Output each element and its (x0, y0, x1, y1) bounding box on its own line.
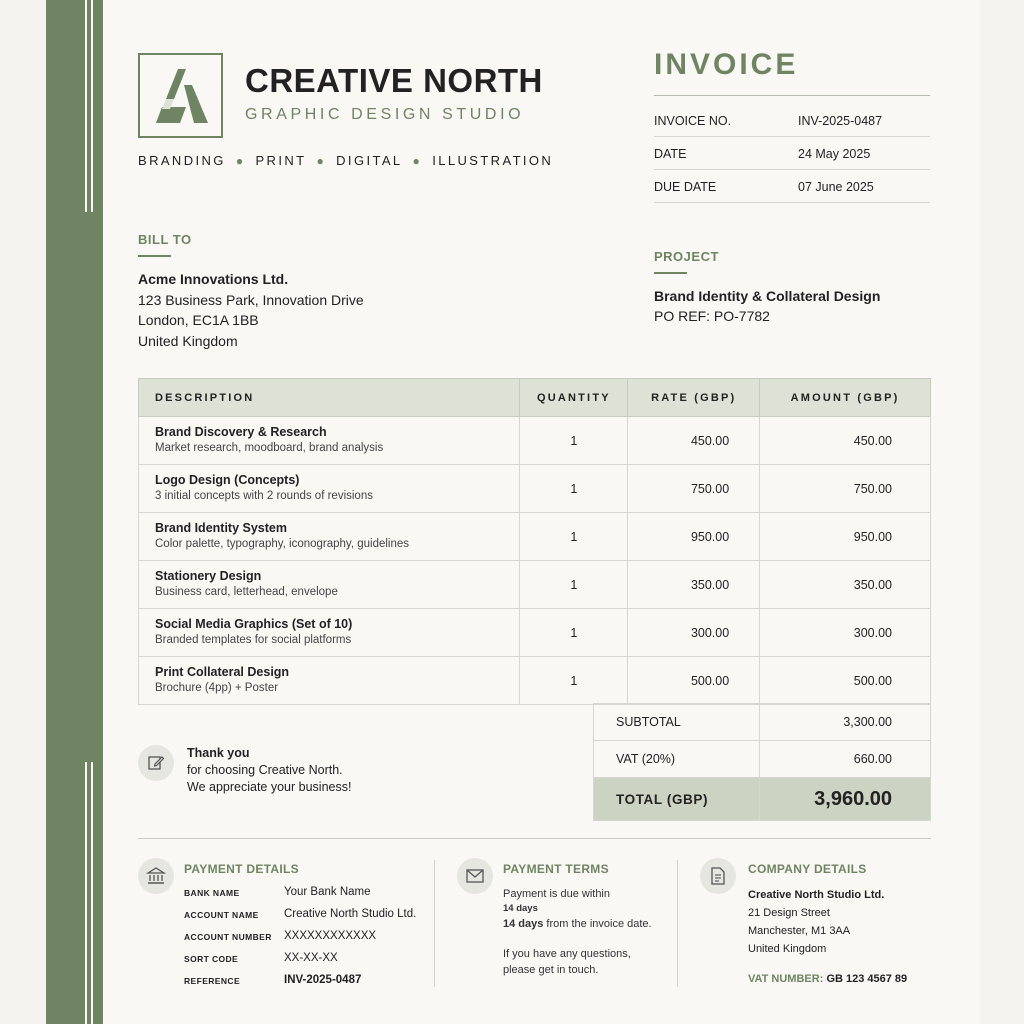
decor-line (91, 762, 93, 1024)
bank-detail-label: BANK NAME (184, 888, 240, 898)
item-quantity: 1 (520, 513, 628, 561)
item-description (139, 465, 520, 513)
item-amount: 300.00 (760, 609, 931, 657)
bank-detail-label: SORT CODE (184, 954, 239, 964)
thank-you-line: We appreciate your business! (187, 780, 352, 794)
project-name: Brand Identity & Collateral Design (654, 288, 881, 304)
vat-number (748, 973, 907, 985)
divider (138, 255, 171, 257)
item-quantity: 1 (520, 561, 628, 609)
thank-you-line: for choosing Creative North. (187, 763, 343, 777)
bank-detail-label: REFERENCE (184, 976, 241, 986)
project-info (654, 286, 880, 326)
bank-detail-value: Creative North Studio Ltd. (284, 908, 417, 920)
item-title: Social Media Graphics (Set of 10) (155, 617, 353, 631)
company-line: Manchester, M1 3AA (748, 925, 851, 937)
po-reference: PO REF: PO-7782 (654, 308, 770, 324)
bank-detail-value: INV-2025-0487 (284, 974, 362, 986)
service-item: ILLUSTRATION (432, 153, 554, 168)
column-header: RATE (GBP) (628, 379, 760, 417)
divider (138, 838, 931, 839)
bank-detail-label: ACCOUNT NUMBER (184, 932, 272, 942)
item-subtitle: Brochure (4pp) + Poster (155, 682, 279, 694)
terms-line: Payment is due within (503, 888, 610, 900)
bank-detail-value: Your Bank Name (284, 886, 371, 898)
bullet-icon: ● (412, 153, 423, 168)
table-row (139, 513, 931, 561)
terms-line: If you have any questions, (503, 948, 631, 960)
logo-mark-icon (140, 55, 221, 136)
thank-you-note (187, 745, 351, 796)
decor-line (85, 0, 87, 212)
payment-details-label: PAYMENT DETAILS (184, 862, 299, 876)
meta-value: 24 May 2025 (798, 147, 871, 161)
item-amount: 450.00 (760, 417, 931, 465)
address-line: United Kingdom (138, 332, 238, 349)
table-row (139, 465, 931, 513)
vat-label: VAT (20%) (594, 741, 760, 778)
item-amount: 950.00 (760, 513, 931, 561)
item-subtitle: 3 initial concepts with 2 rounds of revisions (155, 490, 373, 502)
meta-label: DUE DATE (654, 180, 717, 194)
item-rate: 300.00 (628, 609, 760, 657)
studio-tagline: GRAPHIC DESIGN STUDIO (245, 106, 525, 123)
item-quantity: 1 (520, 417, 628, 465)
services-list (138, 153, 553, 168)
service-item: PRINT (255, 153, 307, 168)
meta-value: INV-2025-0487 (798, 114, 883, 128)
terms-days: 14 days (503, 918, 544, 930)
item-rate: 750.00 (628, 465, 760, 513)
project-label: PROJECT (654, 249, 719, 264)
meta-label: DATE (654, 147, 687, 161)
divider (654, 95, 930, 96)
envelope-icon (457, 858, 493, 894)
address-line: 123 Business Park, Innovation Drive (138, 291, 364, 308)
line-items-table (138, 378, 931, 705)
item-description (139, 561, 520, 609)
vat-number-label: VAT NUMBER: (748, 973, 824, 985)
table-row (139, 417, 931, 465)
studio-name: CREATIVE NORTH (245, 62, 543, 99)
item-description (139, 609, 520, 657)
envelope-icon-glyph (466, 869, 484, 883)
item-description (139, 657, 520, 705)
bullet-icon: ● (235, 153, 246, 168)
terms-line: please get in touch. (503, 964, 599, 976)
item-subtitle: Business card, letterhead, envelope (155, 586, 338, 598)
payment-terms-text (503, 886, 668, 978)
vat-number-value: GB 123 4567 89 (826, 973, 908, 985)
company-name: Creative North Studio Ltd. (748, 889, 885, 901)
meta-value: 07 June 2025 (798, 180, 874, 194)
item-title: Brand Discovery & Research (155, 425, 327, 439)
bank-icon (138, 858, 174, 894)
divider (654, 272, 687, 274)
document-icon (700, 858, 736, 894)
item-subtitle: Branded templates for social platforms (155, 634, 352, 646)
item-rate: 950.00 (628, 513, 760, 561)
item-rate: 450.00 (628, 417, 760, 465)
payment-terms-label: PAYMENT TERMS (503, 862, 609, 876)
document-icon-glyph (710, 867, 726, 885)
table-header-row (139, 379, 931, 417)
table-row (139, 561, 931, 609)
logo-mark (138, 53, 223, 138)
column-header: QUANTITY (520, 379, 628, 417)
address-line: London, EC1A 1BB (138, 312, 259, 328)
meta-label: INVOICE NO. (654, 114, 732, 128)
item-title: Logo Design (Concepts) (155, 473, 300, 487)
item-subtitle: Color palette, typography, iconography, guidelines (155, 538, 410, 550)
item-rate: 500.00 (628, 657, 760, 705)
terms-line: 14 days (503, 903, 538, 914)
bank-detail-label: ACCOUNT NAME (184, 910, 259, 920)
item-description (139, 417, 520, 465)
decor-line (91, 0, 93, 212)
subtotal-label: SUBTOTAL (594, 704, 760, 741)
edit-icon (138, 745, 174, 781)
totals-table (593, 703, 931, 821)
vat-value: 660.00 (760, 741, 931, 778)
item-amount: 350.00 (760, 561, 931, 609)
item-quantity: 1 (520, 657, 628, 705)
client-name: Acme Innovations Ltd. (138, 271, 289, 287)
vat-row (594, 741, 931, 778)
invoice-meta-row (654, 104, 930, 137)
item-subtitle: Market research, moodboard, brand analysis (155, 442, 384, 454)
terms-line (503, 916, 668, 932)
table-row (139, 657, 931, 705)
bank-detail-value: XX-XX-XX (284, 952, 338, 964)
item-rate: 350.00 (628, 561, 760, 609)
item-amount: 750.00 (760, 465, 931, 513)
total-label: TOTAL (GBP) (594, 778, 760, 821)
bank-icon-glyph (146, 866, 166, 886)
service-item: DIGITAL (336, 153, 403, 168)
company-line: 21 Design Street (748, 907, 830, 919)
total-value: 3,960.00 (760, 778, 931, 821)
item-description (139, 513, 520, 561)
subtotal-value: 3,300.00 (760, 704, 931, 741)
total-row (594, 778, 931, 821)
bank-detail-value: XXXXXXXXXXXX (284, 930, 377, 942)
column-header: DESCRIPTION (139, 379, 520, 417)
bullet-icon: ● (316, 153, 327, 168)
sidebar-stripe (46, 0, 103, 1024)
divider (677, 860, 678, 987)
edit-icon-glyph (147, 754, 165, 772)
bill-to-address (138, 269, 364, 351)
thank-you-title: Thank you (187, 746, 250, 760)
item-quantity: 1 (520, 609, 628, 657)
item-title: Stationery Design (155, 569, 262, 583)
item-amount: 500.00 (760, 657, 931, 705)
bill-to-label: BILL TO (138, 232, 192, 247)
service-item: BRANDING (138, 153, 226, 168)
company-details-label: COMPANY DETAILS (748, 862, 867, 876)
company-line: United Kingdom (748, 943, 827, 955)
subtotal-row (594, 704, 931, 741)
item-quantity: 1 (520, 465, 628, 513)
divider (434, 860, 435, 987)
table-row (139, 609, 931, 657)
company-address (748, 886, 884, 958)
decor-line (85, 762, 87, 1024)
terms-rest: from the invoice date. (543, 918, 652, 930)
item-title: Brand Identity System (155, 521, 287, 535)
item-title: Print Collateral Design (155, 665, 290, 679)
invoice-meta-row (654, 137, 930, 170)
invoice-title: INVOICE (654, 48, 799, 81)
invoice-meta-row (654, 170, 930, 203)
column-header: AMOUNT (GBP) (760, 379, 931, 417)
